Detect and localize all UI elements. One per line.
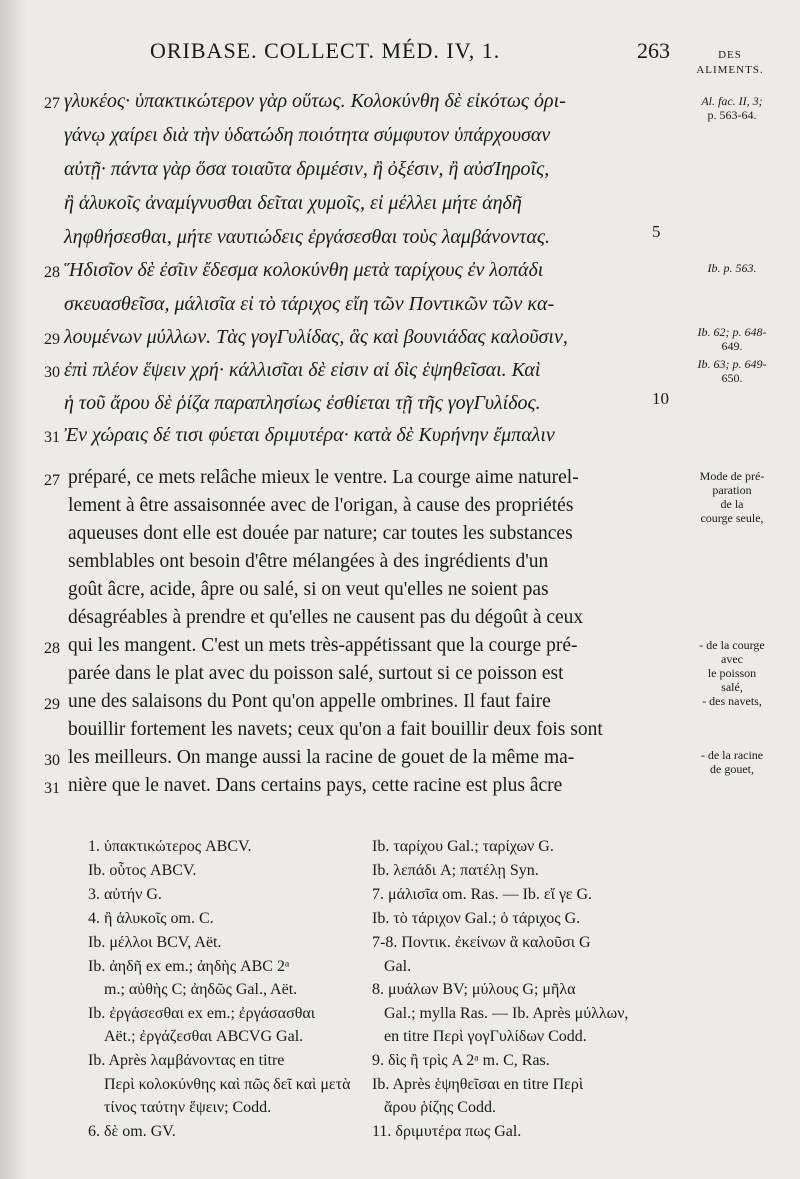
- footnote: en titre Περὶ γογΓυλίδων Codd.: [384, 1028, 587, 1045]
- margin-note: Al. fac. II, 3;: [701, 94, 763, 108]
- margin-note: 649.: [721, 339, 743, 353]
- greek-line-number: 31: [44, 429, 60, 446]
- greek-line-number: 30: [44, 364, 60, 381]
- french-line: aqueuses dont elle est douée par nature; car toutes les substances: [68, 523, 573, 544]
- footnote: Ib. τὸ τάριχον Gal.; ὁ τάριχος G.: [372, 910, 581, 927]
- margin-note: - des navets,: [702, 694, 762, 708]
- margin-note: avec: [721, 652, 743, 666]
- footnote: 8. μυάλων BV; μύλους G; μῆλα: [372, 981, 576, 998]
- margin-note: Ib. 62; p. 648-: [697, 325, 767, 339]
- footnote: Ib. οὗτος ABCV.: [88, 862, 197, 879]
- right-line-number: 5: [652, 222, 661, 241]
- greek-line-number: 27: [44, 95, 60, 112]
- margin-note: de la: [720, 497, 744, 511]
- french-line: les meilleurs. On mange aussi la racine de gouet de la même ma-: [68, 747, 575, 768]
- french-line-number: 31: [44, 780, 60, 797]
- margin-note: p. 563-64.: [707, 108, 757, 122]
- french-line: nière que le navet. Dans certains pays, cette racine est plus âcre: [68, 775, 563, 796]
- margin-note: Mode de pré-: [699, 469, 765, 483]
- running-header: [150, 38, 670, 72]
- footnote: Ib. ἐργάσεσθαι ex em.; ἐργάσασθαι: [88, 1005, 316, 1022]
- footnote: Ib. Après λαμβάνοντας en titre: [88, 1052, 285, 1069]
- greek-line: γλυκέος· ὑπακτικώτερον γὰρ οὕτως. Κολοκύνθη δὲ εἰκότως ὀρι-: [64, 90, 566, 112]
- french-line-number: 27: [44, 472, 60, 489]
- greek-line: ἢ ἁλυκοῖς ἀναμίγνυσθαι δεῖται χυμοῖς, εἰ μέλλει μήτε ἀηδῆ: [64, 192, 522, 214]
- margin-note: Ib. p. 563.: [707, 261, 757, 275]
- side-heading-des: DES: [718, 49, 742, 61]
- french-line-number: 30: [44, 752, 60, 769]
- french-line: bouillir fortement les navets; ceux qu'on a fait bouillir deux fois sont: [68, 719, 603, 740]
- margin-note: le poisson: [707, 666, 757, 680]
- greek-line: αὐτῇ· πάντα γὰρ ὅσα τοιαῦτα δριμέσιν, ἢ ὀξέσιν, ἢ αὐσΊηροῖς,: [64, 158, 550, 180]
- french-line: lement à être assaisonnée avec de l'origan, à cause des propriétés: [68, 495, 574, 516]
- french-line: une des salaisons du Pont qu'on appelle ombrines. Il faut faire: [68, 691, 551, 712]
- french-line: qui les mangent. C'est un mets très-appétissant que la courge pré-: [68, 635, 578, 656]
- footnote: 11. δριμυτέρα πως Gal.: [372, 1123, 522, 1140]
- footnote: m.; αὐθὴς C; ἀηδῶς Gal., Aët.: [104, 981, 298, 998]
- margin-note: - de la racine: [700, 748, 764, 762]
- greek-line: ἡ τοῦ ἄρου δὲ ῥίζα παραπλησίως ἐσθίεται τῇ τῆς γογΓυλίδος.: [64, 392, 541, 414]
- french-line: préparé, ce mets relâche mieux le ventre. La courge aime naturel-: [68, 467, 579, 488]
- greek-line: ληφθήσεσθαι, μήτε ναυτιώδεις ἐργάσεσθαι τοὺς λαμβάνοντας.: [64, 226, 550, 248]
- footnote: 7-8. Ποντικ. ἐκείνων ἃ καλοῦσι G: [372, 934, 591, 951]
- greek-line: ἐπὶ πλέον ἕψειν χρή· κάλλισῖαι δὲ εἰσιν αἱ δὶς ἑψηθεῖσαι. Καὶ: [64, 359, 541, 381]
- footnote: Ib. λεπάδι A; πατέλῃ Syn.: [372, 862, 539, 879]
- greek-line: λουμένων μύλλων. Τὰς γογΓυλίδας, ἃς καὶ βουνιάδας καλοῦσιν,: [64, 326, 568, 348]
- margin-note: - de la courge: [699, 638, 765, 652]
- page-number: 263: [637, 38, 670, 63]
- footnote: Aët.; ἐργάζεσθαι ABCVG Gal.: [104, 1028, 304, 1045]
- footnote: Gal.; mylla Ras. — Ib. Après μύλλων,: [384, 1005, 629, 1022]
- margin-note: paration: [712, 483, 752, 497]
- greek-line: Ἐν χώραις δέ τισι φύεται δριμυτέρα· κατὰ δὲ Κυρήνην ἔμπαλιν: [64, 424, 555, 446]
- greek-line-number: 28: [44, 264, 60, 281]
- margin-note: 650.: [721, 371, 743, 385]
- french-line-number: 28: [44, 640, 60, 657]
- footnote: 9. δὶς ἢ τρὶς A 2ᵃ m. C, Ras.: [372, 1052, 550, 1069]
- footnote: 1. ὑπακτικώτερος ABCV.: [88, 838, 252, 855]
- footnote: 6. δὲ om. GV.: [88, 1123, 176, 1140]
- greek-line: σκευασθεῖσα, μάλισῖα εἰ τὸ τάριχος εἴη τῶν Ποντικῶν τῶν κα-: [64, 293, 555, 315]
- greek-line-number: 29: [44, 331, 60, 348]
- margin-note: Ib. 63; p. 649-: [697, 357, 767, 371]
- greek-line: γάνῳ χαίρει διὰ τὴν ὑδατώδη ποιότητα σύμφυτον ὑπάρχουσαν: [64, 124, 551, 146]
- margin-note: salé,: [721, 680, 743, 694]
- french-line: goût âcre, acide, âpre ou salé, si on veut qu'elles ne soient pas: [68, 579, 549, 600]
- footnote: Ib. ταρίχου Gal.; ταρίχων G.: [372, 838, 554, 855]
- page-gutter-shadow: [0, 0, 28, 1179]
- right-line-number: 10: [652, 389, 669, 408]
- footnote: 7. μάλισῖα om. Ras. — Ib. εἴ γε G.: [372, 886, 593, 903]
- footnote: Ib. ἀηδῆ ex em.; ἀηδὴς ABC 2ᵃ: [88, 958, 290, 975]
- running-title: ORIBASE. COLLECT. MÉD. IV, 1.: [150, 38, 501, 63]
- margin-note: de gouet,: [710, 762, 754, 776]
- french-line-number: 29: [44, 696, 60, 713]
- footnote: ἄρου ῥίζης Codd.: [384, 1099, 496, 1116]
- french-line: semblables ont besoin d'être mélangées à des ingrédients d'un: [68, 551, 549, 572]
- margin-note: courge seule,: [700, 511, 764, 525]
- footnote: Περὶ κολοκύνθης καὶ πῶς δεῖ καὶ μετὰ: [104, 1076, 351, 1093]
- greek-line: Ἥδισῖον δὲ ἐσῖιν ἔδεσμα κολοκύνθη μετὰ ταρίχους ἐν λοπάδι: [64, 259, 544, 281]
- french-line: parée dans le plat avec du poisson salé, surtout si ce poisson est: [68, 663, 564, 684]
- footnote: τίνος ταύτην ἕψειν; Codd.: [104, 1099, 272, 1116]
- footnote: 4. ἢ ἁλυκοῖς om. C.: [88, 910, 214, 927]
- french-line: désagréables à prendre et qu'elles ne causent pas du dégoût à ceux: [68, 607, 584, 628]
- footnote: Gal.: [384, 958, 412, 975]
- footnote: Ib. μέλλοι BCV, Aët.: [88, 934, 222, 951]
- footnote: Ib. Après ἑψηθεῖσαι en titre Περὶ: [372, 1076, 584, 1093]
- footnote: 3. αὐτήν G.: [88, 886, 162, 903]
- side-heading-aliments: ALIMENTS.: [696, 64, 764, 76]
